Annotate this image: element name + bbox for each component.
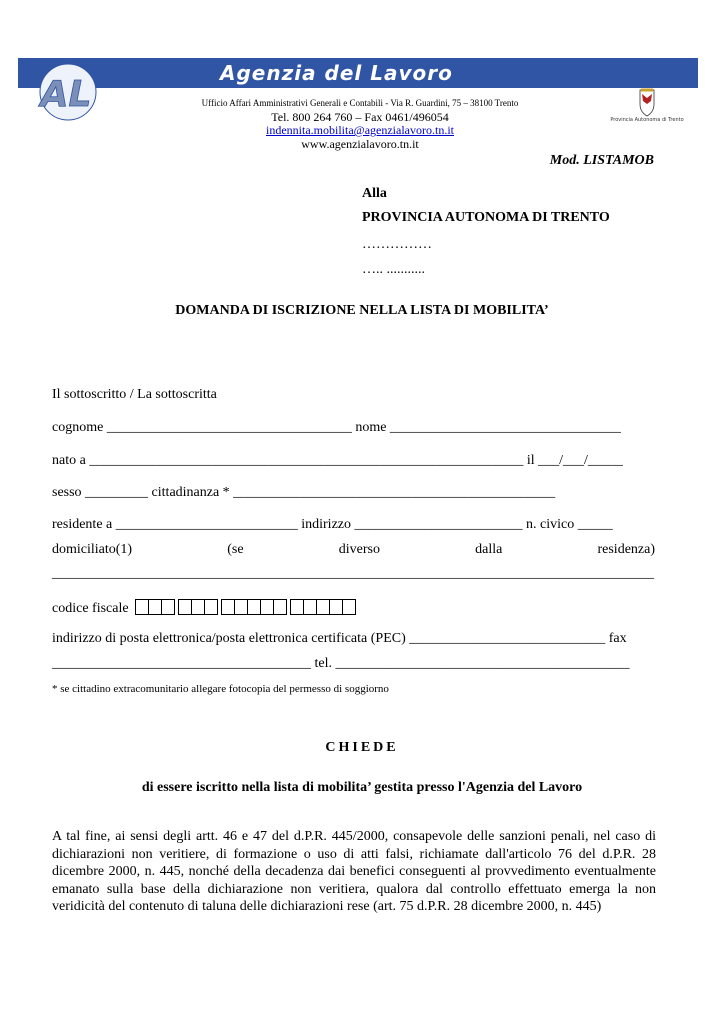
domicile-field[interactable]: ______________________________________________________________________________________ — [52, 566, 654, 581]
fiscal-code-box[interactable] — [317, 600, 330, 614]
recipient-name: PROVINCIA AUTONOMA DI TRENTO — [362, 210, 610, 225]
fiscal-code-box[interactable] — [330, 600, 343, 614]
domicile-word: residenza) — [597, 542, 656, 557]
fiscal-code-row — [52, 599, 359, 617]
birth-field[interactable]: nato a ______________________________________________________________ il ___/___/_____ — [52, 453, 623, 468]
fax-tel-field[interactable]: _____________________________________ tel. __________________________________________ — [52, 656, 630, 671]
residence-field[interactable]: residente a __________________________ indirizzo ________________________ n. civico _____ — [52, 517, 613, 532]
website: www.agenzialavoro.tn.it — [301, 137, 419, 151]
fiscal-code-box[interactable] — [222, 600, 235, 614]
brand-title: Agenzia del Lavoro — [220, 61, 453, 85]
fiscal-code-group — [221, 599, 287, 615]
fiscal-code-boxes[interactable] — [135, 599, 359, 615]
fiscal-code-box[interactable] — [149, 600, 162, 614]
fiscal-code-box[interactable] — [343, 600, 356, 614]
fiscal-code-box[interactable] — [235, 600, 248, 614]
fiscal-code-group — [135, 599, 175, 615]
domicile-word: dalla — [475, 542, 503, 557]
declaration-paragraph: A tal fine, ai sensi degli artt. 46 e 47 del d.P.R. 445/2000, consapevole delle sanzioni penali, nel caso di dichiarazioni non veritiere, di formazione o uso di atti falsi, richiamate dall'articolo 76 del d.P.R. 28 dicembre 2000, n. 445, nonché della decadenza dai benefici conseguenti al provvedimento eventualmente emanato sulla base della dichiarazione non veritiera, qualora dal controllo effettuato emerga la non veridicità del contenuto di taluna delle dichiarazioni rese (art. 75 d.P.R. 28 dicembre 2000, n. 445) — [52, 829, 656, 914]
fiscal-code-box[interactable] — [162, 600, 175, 614]
recipient-to: Alla — [362, 186, 387, 201]
pec-field[interactable]: indirizzo di posta elettronica/posta elettronica certificata (PEC) ____________________________ fax — [52, 631, 627, 646]
logo-text: AL — [40, 74, 92, 115]
fiscal-code-group — [178, 599, 218, 615]
province-logo-caption: Provincia Autonoma di Trento — [610, 117, 684, 123]
fiscal-code-box[interactable] — [179, 600, 192, 614]
fiscal-code-box[interactable] — [261, 600, 274, 614]
document-title: DOMANDA DI ISCRIZIONE NELLA LISTA DI MOBILITA’ — [175, 303, 549, 318]
agenzia-logo-icon — [30, 62, 102, 124]
fiscal-code-box[interactable] — [248, 600, 261, 614]
domicile-word: (se — [227, 542, 244, 557]
intro-line: Il sottoscritto / La sottoscritta — [52, 387, 217, 402]
domicile-line — [52, 542, 655, 558]
email-link[interactable]: indennita.mobilita@agenzialavoro.tn.it — [266, 123, 454, 137]
domicile-word: domiciliato(1) — [52, 542, 133, 557]
fiscal-code-box[interactable] — [304, 600, 317, 614]
fiscal-code-box[interactable] — [136, 600, 149, 614]
fiscal-code-label: codice fiscale — [52, 601, 129, 616]
recipient-line2: ….. ........... — [362, 262, 425, 277]
fiscal-code-box[interactable] — [205, 600, 218, 614]
sex-citizenship-field[interactable]: sesso _________ cittadinanza * ______________________________________________ — [52, 485, 556, 500]
fiscal-code-box[interactable] — [274, 600, 287, 614]
fiscal-code-box[interactable] — [192, 600, 205, 614]
fiscal-code-group — [290, 599, 356, 615]
phone-fax: Tel. 800 264 760 – Fax 0461/496054 — [271, 110, 449, 124]
domicile-word: diverso — [338, 542, 380, 557]
office-address: Ufficio Affari Amministrativi Generali e Contabili - Via R. Guardini, 75 – 38100 Trento — [201, 98, 519, 108]
recipient-line1: …………… — [362, 237, 432, 252]
request-heading: CHIEDE — [325, 740, 399, 755]
model-code: Mod. LISTAMOB — [549, 153, 654, 168]
request-subheading: di essere iscritto nella lista di mobilita’ gestita presso l'Agenzia del Lavoro — [141, 780, 583, 795]
fiscal-code-box[interactable] — [291, 600, 304, 614]
footnote: * se cittadino extracomunitario allegare fotocopia del permesso di soggiorno — [52, 683, 389, 695]
surname-name-field[interactable]: cognome ___________________________________ nome _________________________________ — [52, 420, 621, 435]
